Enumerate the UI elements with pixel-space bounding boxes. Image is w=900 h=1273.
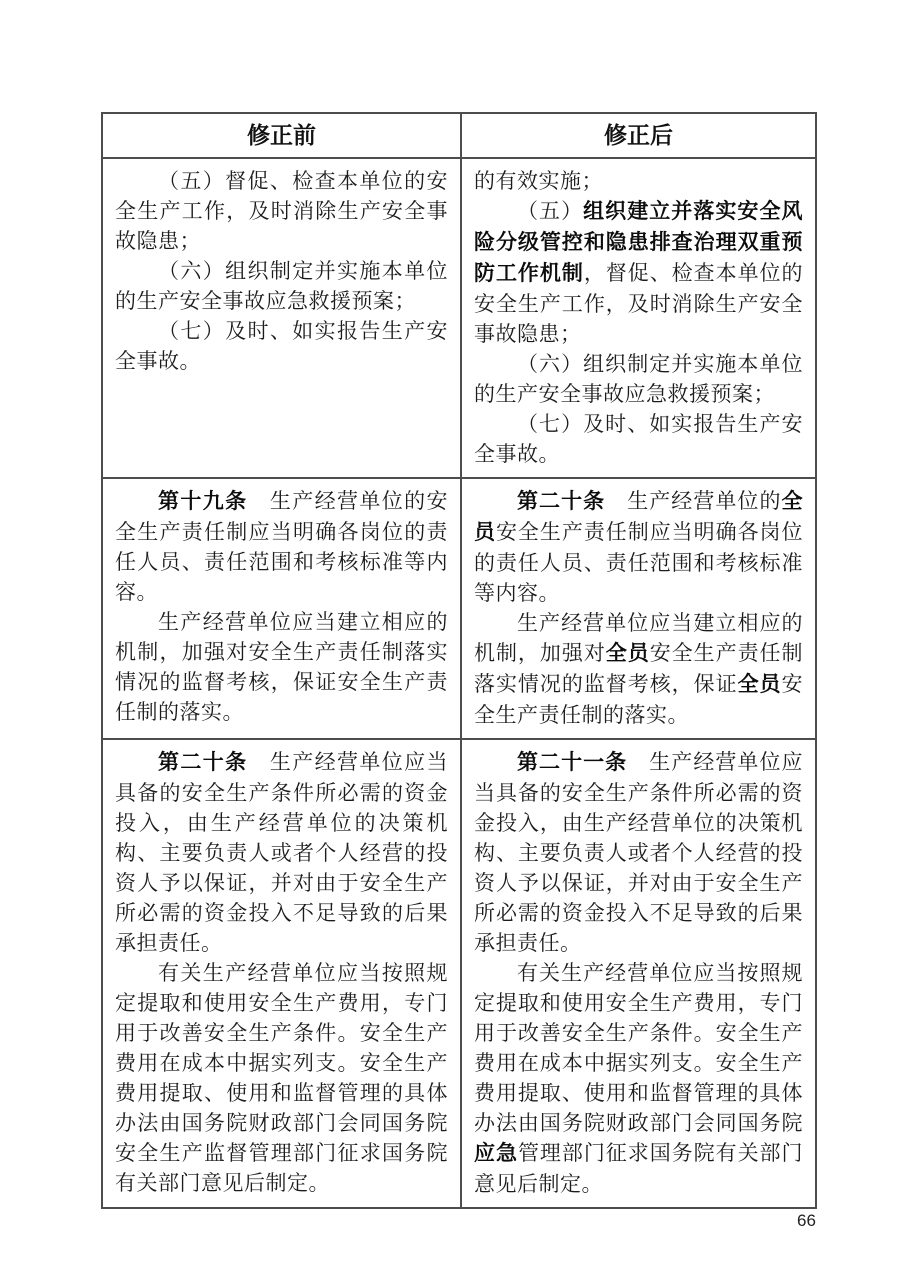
cell-after-row-2: [462, 479, 815, 738]
paragraph: [115, 958, 448, 1198]
body-text: （五）督促、检查本单位的安全生产工作，及时消除生产安全事故隐患；: [115, 169, 448, 253]
paragraph: [115, 607, 448, 727]
body-text: 管理部门征求国务院有关部门意见后制定。: [474, 1141, 804, 1196]
body-text: 生产经营单位应当建立相应的机制，加强对: [474, 611, 803, 665]
body-text: （六）组织制定并实施本单位的生产安全事故应急救援预案；: [474, 352, 803, 406]
body-text: （六）组织制定并实施本单位的生产安全事故应急救援预案；: [115, 259, 448, 313]
cell-after-row-1: [462, 159, 815, 477]
comparison-table-body: [103, 159, 815, 1207]
body-text: 安全生产责任制的落实。: [474, 672, 804, 727]
header-cell-before: 修正前: [103, 114, 462, 157]
paragraph: [115, 166, 448, 256]
paragraph: [474, 486, 803, 608]
paragraph: [474, 958, 803, 1199]
body-text: 的有效实施；: [474, 169, 603, 193]
body-text: 有关生产经营单位应当按照规定提取和使用安全生产费用，专门用于改善安全生产条件。安全生产费用在成本中据实列支。安全生产费用提取、使用和监督管理的具体办法由国务院财政部门会同国务院: [474, 961, 803, 1135]
emphasized-text: 第二十条: [158, 751, 248, 774]
emphasized-text: 全员: [474, 490, 804, 544]
paragraph: [474, 747, 803, 958]
emphasized-text: 第十九条: [158, 490, 248, 513]
table-row-3: [103, 740, 815, 1207]
amendment-comparison-table: [101, 112, 817, 1209]
emphasized-text: 第二十一条: [517, 751, 628, 774]
emphasized-text: 全员: [737, 673, 782, 696]
table-header-row: [103, 114, 815, 159]
header-cell-after: 修正后: [604, 122, 673, 148]
body-text: 安全生产责任制落实情况的监督考核，保证: [474, 641, 804, 696]
cell-before-row-3: [103, 740, 462, 1207]
body-text: （七）及时、如实报告生产安全事故。: [115, 319, 448, 373]
table-row-1: [103, 159, 815, 479]
body-text: （七）及时、如实报告生产安全事故。: [474, 412, 803, 466]
paragraph: [115, 316, 448, 376]
emphasized-text: 全员: [605, 642, 650, 665]
cell-after-row-3: [462, 740, 815, 1207]
cell-before-row-2: [103, 479, 462, 738]
cell-before-row-1: [103, 159, 462, 477]
emphasized-text: 应急: [474, 1142, 518, 1165]
body-text: ，督促、检查本单位的安全生产工作，及时消除生产安全事故隐患；: [474, 261, 804, 346]
body-text: 生产经营单位的: [605, 489, 782, 513]
paragraph: [115, 747, 448, 958]
body-text: 生产经营单位应当建立相应的机制，加强对安全生产责任制落实情况的监督考核，保证安全生产责任制的落实。: [115, 610, 448, 724]
body-text: 安全生产责任制应当明确各岗位的责任人员、责任范围和考核标准等内容。: [474, 520, 804, 605]
body-text: 生产经营单位应当具备的安全生产条件所必需的资金投入，由生产经营单位的决策机构、主要负责人或者个人经营的投资人予以保证，并对由于安全生产所必需的资金投入不足导致的后果承担责任。: [474, 750, 804, 955]
body-text: 有关生产经营单位应当按照规定提取和使用安全生产费用，专门用于改善安全生产条件。安全生产费用在成本中据实列支。安全生产费用提取、使用和监督管理的具体办法由国务院财政部门会同国务院安全生产监督管理部门征求国务院有关部门意见后制定。: [115, 961, 448, 1195]
paragraph: [474, 608, 803, 730]
paragraph: [474, 166, 803, 196]
page-number: 66: [797, 1211, 816, 1230]
table-row-2: [103, 479, 815, 740]
paragraph: [474, 409, 803, 469]
emphasized-text: 第二十条: [517, 490, 606, 513]
body-text: 生产经营单位的安全生产责任制应当明确各岗位的责任人员、责任范围和考核标准等内容。: [115, 489, 448, 604]
body-text: 生产经营单位应当具备的安全生产条件所必需的资金投入，由生产经营单位的决策机构、主要负责人或者个人经营的投资人予以保证，并对由于安全生产所必需的资金投入不足导致的后果承担责任。: [115, 750, 448, 955]
paragraph: [115, 256, 448, 316]
body-text: （五）: [517, 199, 584, 223]
paragraph: [474, 349, 803, 409]
paragraph: [474, 196, 803, 349]
emphasized-text: 组织建立并落实安全风险分级管控和隐患排查治理双重预防工作机制: [474, 200, 803, 285]
paragraph: [115, 486, 448, 607]
